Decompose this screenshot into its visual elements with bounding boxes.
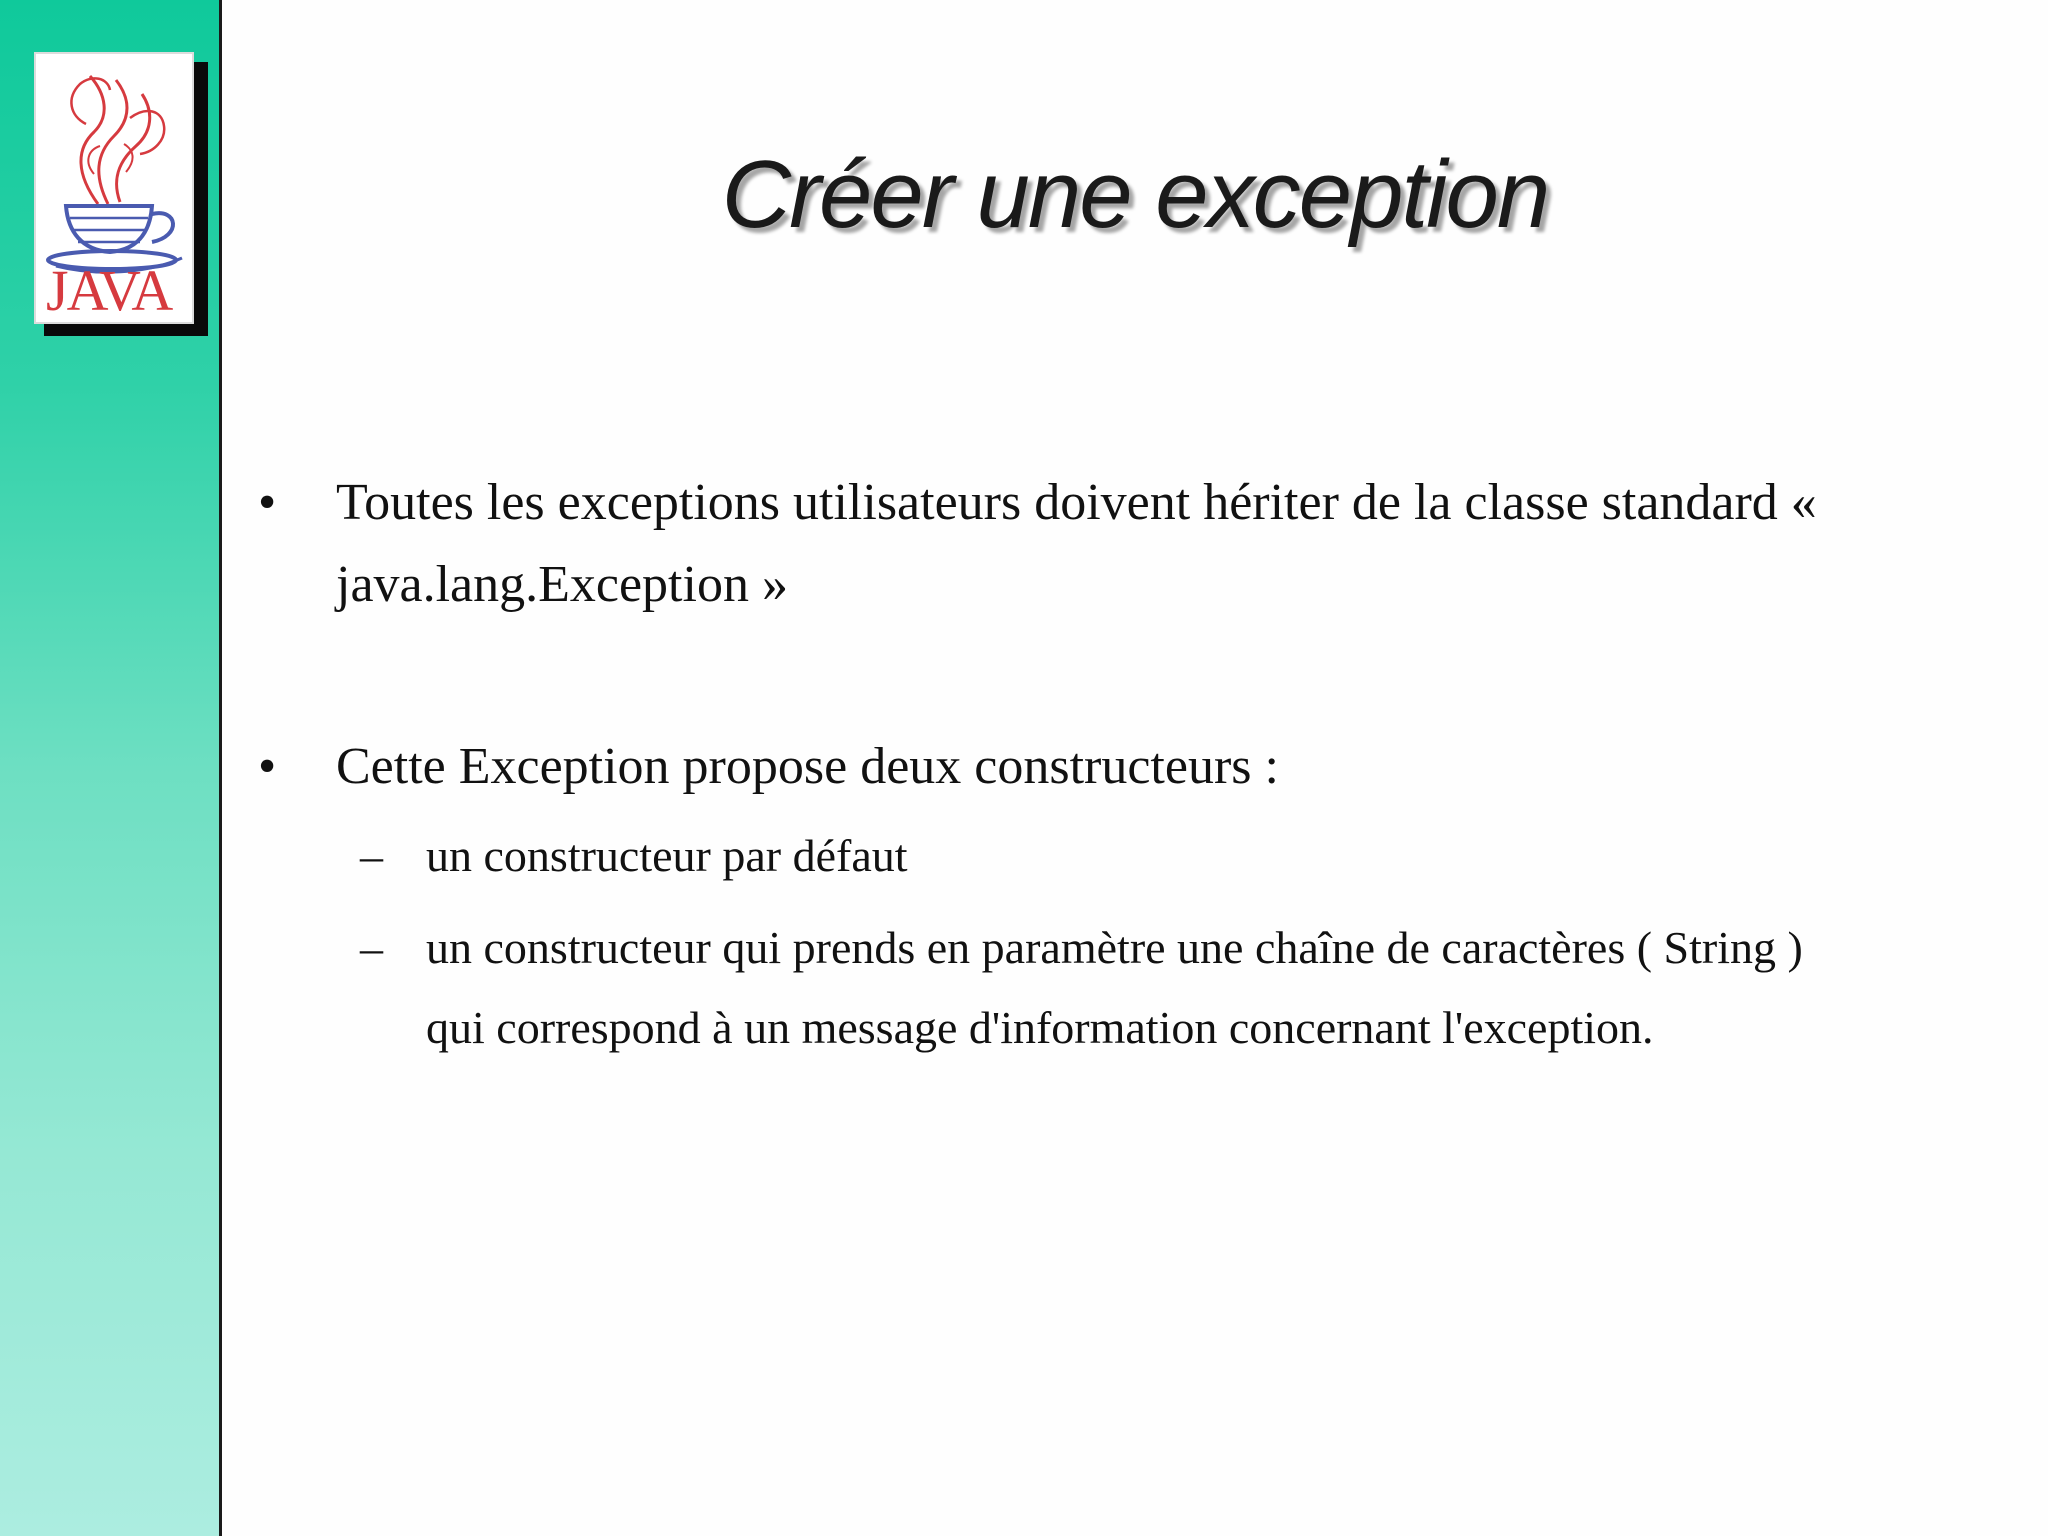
- sub-bullet-text: un constructeur par défaut: [426, 830, 908, 881]
- java-logo: [34, 52, 194, 324]
- slide-content: [252, 462, 1852, 1068]
- bullet-marker: •: [258, 474, 277, 531]
- sub-bullet-text: un constructeur qui prends en paramètre une chaîne de caractères ( String ) qui correspond à un message d'information concernant l'exception.: [426, 922, 1803, 1053]
- sub-bullet-marker: –: [360, 922, 383, 973]
- bullet-item: [252, 462, 1852, 626]
- java-logo-wordmark: JAVA: [46, 258, 172, 323]
- bullet-text: Cette Exception propose deux constructeurs :: [336, 738, 1279, 795]
- sub-bullet-item: [252, 908, 1852, 1068]
- bullet-marker: •: [258, 738, 277, 795]
- sub-bullet-marker: –: [360, 830, 383, 881]
- sub-bullet-item: [252, 816, 1852, 896]
- sidebar: [0, 0, 222, 1536]
- bullet-text: Toutes les exceptions utilisateurs doivent hériter de la classe standard « java.lang.Exception »: [336, 474, 1817, 613]
- slide-title: Créer une exception: [721, 141, 1549, 248]
- bullet-item: [252, 726, 1852, 808]
